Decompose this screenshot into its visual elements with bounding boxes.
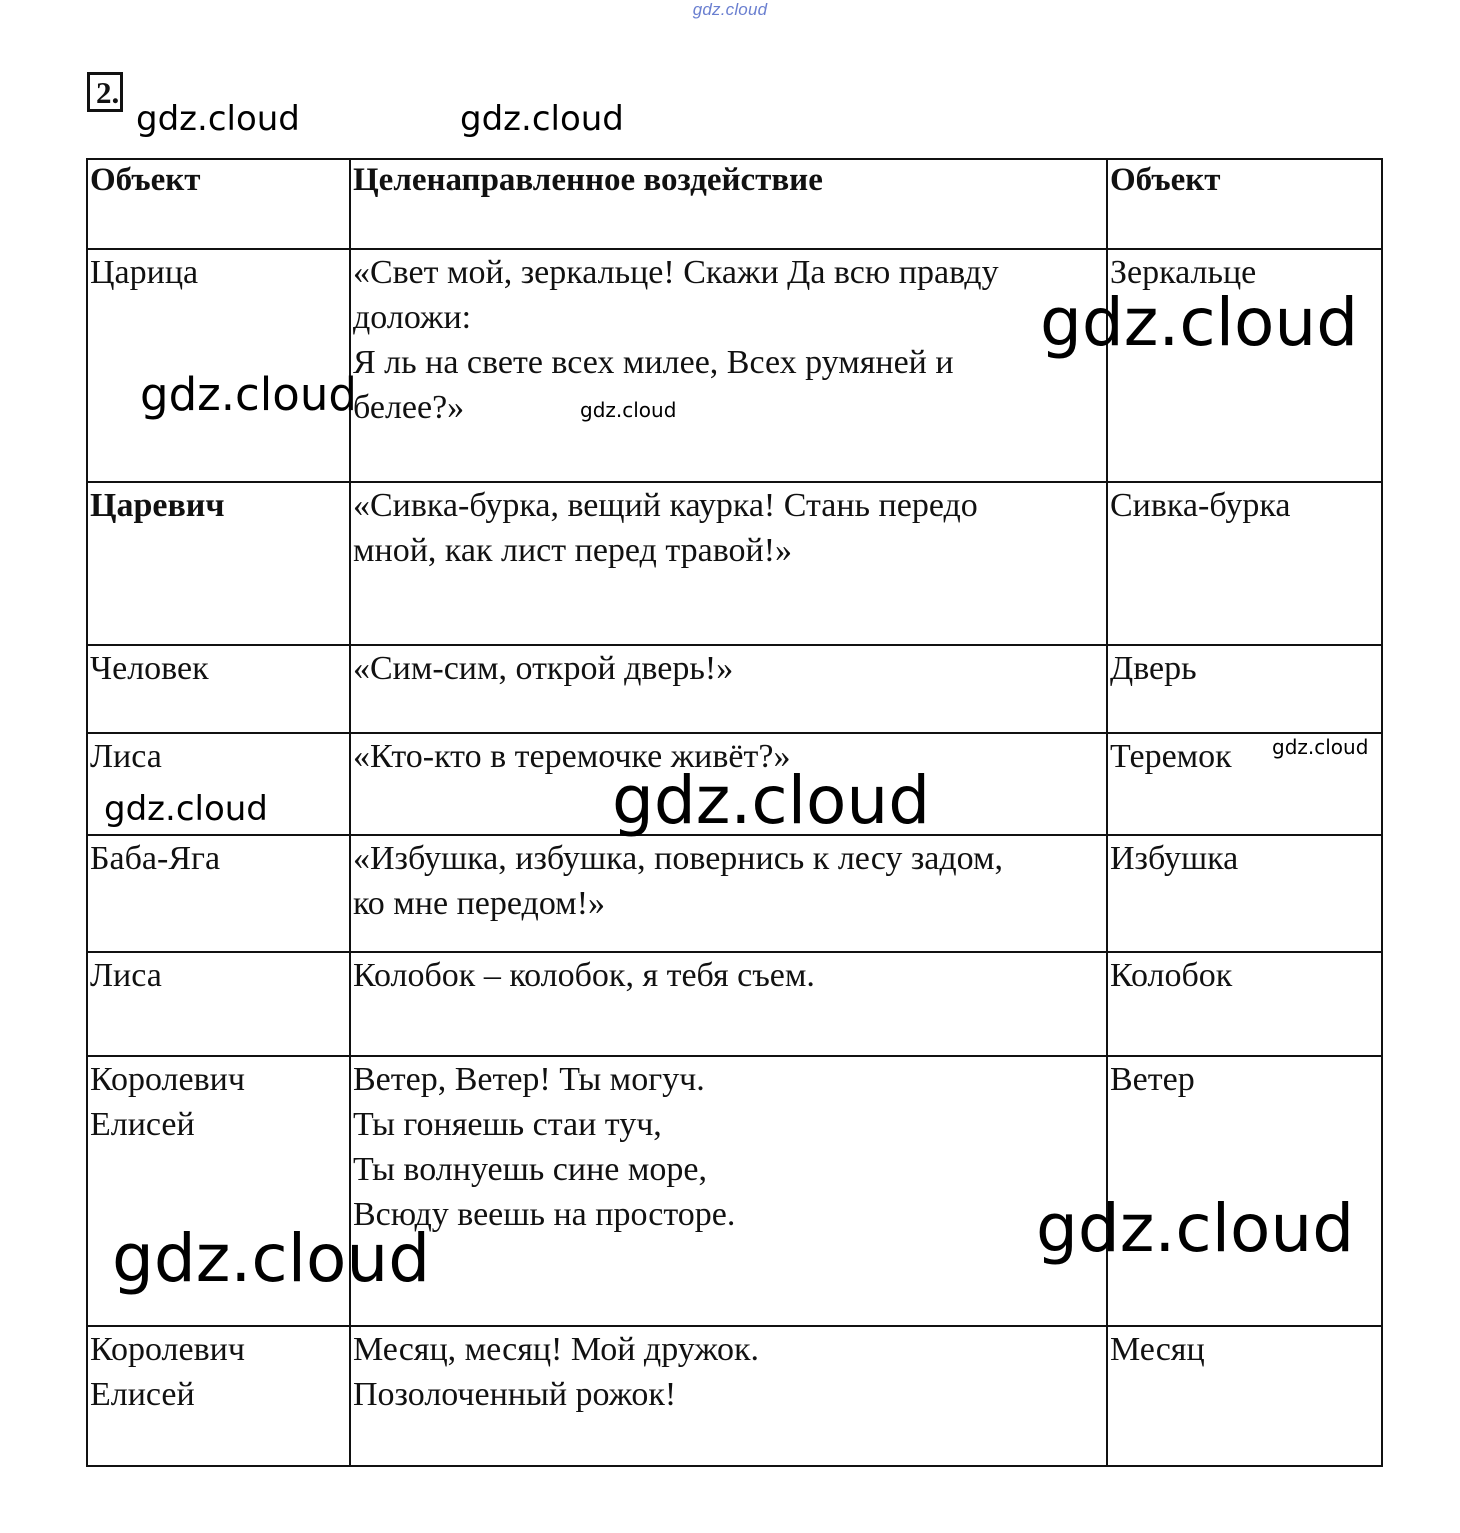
action-line: Ты волнуешь сине море, <box>353 1151 707 1188</box>
action-line: Позолоченный рожок! <box>353 1376 677 1413</box>
subject-text: Лиса <box>90 957 162 994</box>
subject-cell <box>87 482 350 645</box>
table-row <box>87 645 1382 733</box>
watermark-text: gdz.cloud <box>1040 284 1359 361</box>
task-number: 2. <box>87 72 123 112</box>
action-cell <box>350 1056 1107 1326</box>
subject-cell <box>87 1326 350 1466</box>
watermark-text: gdz.cloud <box>104 789 268 829</box>
action-line: ко мне передом!» <box>353 885 606 922</box>
subject-cell <box>87 249 350 482</box>
header-object: Объект <box>1107 159 1382 249</box>
action-line: мной, как лист перед травой!» <box>353 532 793 569</box>
subject-text: Елисей <box>90 1376 195 1413</box>
action-cell <box>350 482 1107 645</box>
table-row <box>87 835 1382 952</box>
action-cell <box>350 1326 1107 1466</box>
object-cell: Месяц <box>1107 1326 1382 1466</box>
action-line: «Кто-кто в теремочке живёт?» <box>353 738 791 775</box>
subject-text: Царевич <box>90 487 225 524</box>
action-line: «Сим-сим, открой дверь!» <box>353 650 734 687</box>
action-line: Колобок – колобок, я тебя съем. <box>353 957 815 994</box>
object-cell: Избушка <box>1107 835 1382 952</box>
action-line: «Избушка, избушка, повернись к лесу задом, <box>353 840 1004 877</box>
subject-text: Королевич <box>90 1331 245 1368</box>
subject-text: Елисей <box>90 1106 195 1143</box>
watermark-text: gdz.cloud <box>140 368 357 421</box>
table-row <box>87 952 1382 1056</box>
watermark-text: gdz.cloud <box>136 99 300 139</box>
subject-text: Лиса <box>90 738 162 775</box>
watermark-text: gdz.cloud <box>460 99 624 139</box>
action-line: белее?» <box>353 389 465 426</box>
action-cell <box>350 249 1107 482</box>
action-line: Ты гоняешь стаи туч, <box>353 1106 662 1143</box>
subject-cell <box>87 645 350 733</box>
subject-text: Царица <box>90 254 199 291</box>
watermark-text: gdz.cloud <box>112 1220 431 1297</box>
watermark-text: gdz.cloud <box>1036 1190 1355 1267</box>
object-cell: Колобок <box>1107 952 1382 1056</box>
subject-text: Баба-Яга <box>90 840 221 877</box>
watermark-text: gdz.cloud <box>580 398 677 422</box>
subject-text: Человек <box>90 650 209 687</box>
top-watermark: gdz.cloud <box>692 0 768 19</box>
action-line: «Свет мой, зеркальце! Скажи Да всю правду <box>353 254 999 291</box>
object-cell: Зеркальце <box>1107 249 1382 482</box>
watermark-text: gdz.cloud <box>1272 735 1369 759</box>
object-cell: Ветер <box>1107 1056 1382 1326</box>
object-cell: Дверь <box>1107 645 1382 733</box>
action-line: Всюду веешь на просторе. <box>353 1196 736 1233</box>
object-cell: Теремок <box>1107 733 1382 835</box>
action-line: Ветер, Ветер! Ты могуч. <box>353 1061 705 1098</box>
action-line: доложи: <box>353 299 472 336</box>
action-line: «Сивка-бурка, вещий каурка! Стань передо <box>353 487 978 524</box>
table-row <box>87 1326 1382 1466</box>
subject-text: Королевич <box>90 1061 245 1098</box>
action-line: Месяц, месяц! Мой дружок. <box>353 1331 759 1368</box>
table-row <box>87 482 1382 645</box>
header-subject: Объект <box>87 159 350 249</box>
subject-cell <box>87 952 350 1056</box>
header-action: Целенаправленное воздействие <box>350 159 1107 249</box>
object-cell: Сивка-бурка <box>1107 482 1382 645</box>
subject-cell <box>87 835 350 952</box>
action-line: Я ль на свете всех милее, Всех румяней и <box>353 344 954 381</box>
action-cell <box>350 645 1107 733</box>
watermark-text: gdz.cloud <box>612 762 931 839</box>
action-cell <box>350 835 1107 952</box>
action-cell <box>350 952 1107 1056</box>
header-row <box>87 159 1382 249</box>
